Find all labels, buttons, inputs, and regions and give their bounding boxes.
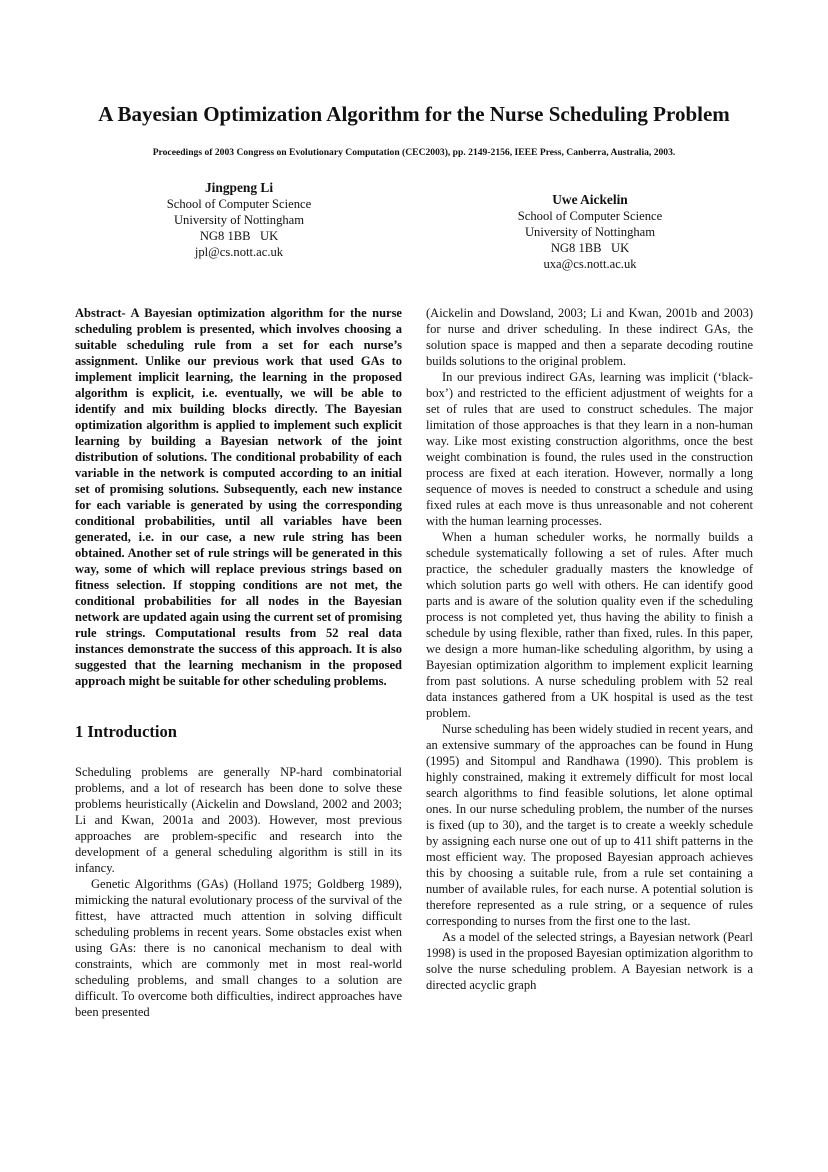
paragraph: Nurse scheduling has been widely studied in recent years, and an extensive summary of the approaches can be found in Hung (1995) and Sitompul and Randhawa (1990). This problem is highly constrained, making it extremely difficult for most local search algorithms to find feasible solutions, let alone optimal ones. In our nurse scheduling problem, the number of the nurses is fixed (up to 30), and the target is to create a weekly schedule by assigning each nurse one out of up to 411 shift patterns in the most efficient way. The proposed Bayesian approach achieves this by choosing a suitable rule, from a rule set containing a number of available rules, for each nurse. A potential solution is therefore represented as a rule string, or a sequence of rules corresponding to nurses from the first one to the last. — [426, 722, 753, 928]
author-email: uxa@cs.nott.ac.uk — [543, 257, 637, 271]
author-block-1 — [119, 180, 359, 260]
author-name: Jingpeng Li — [204, 180, 274, 195]
author-name: Uwe Aickelin — [552, 192, 628, 207]
author-postcode: NG8 1BB UK — [199, 229, 279, 243]
author-dept: School of Computer Science — [166, 197, 312, 211]
author-postcode: NG8 1BB UK — [550, 241, 630, 255]
proceedings-line: Proceedings of 2003 Congress on Evolutionary Computation (CEC2003), pp. 2149-2156, IEEE Press, Canberra, Australia, 2003. — [152, 147, 676, 158]
paragraph: (Aickelin and Dowsland, 2003; Li and Kwan, 2001b and 2003) for nurse and driver scheduling. In these indirect GAs, the solution space is mapped and then a separate decoding routine builds solutions to the original problem. — [426, 306, 753, 368]
paragraph: In our previous indirect GAs, learning was implicit (‘black-box’) and restricted to the efficient adjustment of weights for a set of rules that are used to construct schedules. The major limitation of those approaches is that they learn in a non-human way. Like most existing construction algorithms, once the best weight combination is found, the rules used in the construction process are fixed at each iteration. However, normally a long sequence of moves is needed to construct a schedule and using fixed rules at each move is thus unreasonable and not coherent with the human learning processes. — [426, 370, 753, 528]
author-email: jpl@cs.nott.ac.uk — [194, 245, 284, 259]
paper-title: A Bayesian Optimization Algorithm for the Nurse Scheduling Problem — [98, 102, 730, 126]
paragraph: Scheduling problems are generally NP-hard combinatorial problems, and a lot of research has been done to solve these problems heuristically (Aickelin and Dowsland, 2002 and 2003; Li and Kwan, 2001a and 2003). However, most previous approaches are problem-specific and research into the development of a general scheduling algorithm is still in its infancy. — [75, 765, 402, 875]
author-university: University of Nottingham — [173, 213, 305, 227]
author-block-2 — [470, 192, 710, 272]
paragraph: Genetic Algorithms (GAs) (Holland 1975; Goldberg 1989), mimicking the natural evolutionary process of the survival of the fittest, have attracted much attention in solving difficult scheduling problems in recent years. Some obstacles exist when using GAs: there is no canonical mechanism to deal with constraints, which are commonly met in most real-world scheduling problems, and small changes to a solution are difficult. To overcome both difficulties, indirect approaches have been presented — [75, 877, 402, 1019]
author-university: University of Nottingham — [524, 225, 656, 239]
abstract: Abstract- A Bayesian optimization algorithm for the nurse scheduling problem is presented, which involves choosing a suitable scheduling rule from a set for each nurse’s assignment. Unlike our previous work that used GAs to implement implicit learning, the learning in the proposed algorithm is explicit, i.e. eventually, we will be able to identify and mix building blocks directly. The Bayesian optimization algorithm is applied to implement such explicit learning by building a Bayesian network of the joint distribution of solutions. The conditional probability of each variable in the network is computed according to an initial set of promising solutions. Subsequently, each new instance for each variable is generated by using the corresponding conditional probabilities, until all variables have been generated, i.e. in our case, a new rule string has been obtained. Another set of rule strings will be generated in this way, some of which will replace previous strings based on fitness selection. If stopping conditions are not met, the conditional probabilities for all nodes in the Bayesian network are updated again using the current set of promising rule strings. Computational results from 52 real data instances demonstrate the success of this approach. It is also suggested that the learning mechanism in the proposed approach might be suitable for other scheduling problems. — [75, 306, 402, 688]
author-dept: School of Computer Science — [517, 209, 663, 223]
paragraph: When a human scheduler works, he normally builds a schedule systematically following a set of rules. After much practice, the scheduler gradually masters the knowledge of which solution parts go well with others. He can identify good parts and is aware of the solution quality even if the scheduling process is not completed yet, thus having the ability to finish a schedule by using flexible, rather than fixed, rules. In this paper, we design a more human-like scheduling algorithm, by using a Bayesian optimization algorithm to implement explicit learning from past solutions. A nurse scheduling problem with 52 real data instances gathered from a UK hospital is used as the test problem. — [426, 530, 753, 720]
section-heading-introduction: 1 Introduction — [75, 722, 177, 741]
paragraph: As a model of the selected strings, a Bayesian network (Pearl 1998) is used in the proposed Bayesian optimization algorithm to solve the nurse scheduling problem. A Bayesian network is a directed acyclic graph — [426, 930, 753, 992]
left-column — [75, 305, 402, 1020]
right-column — [426, 305, 753, 993]
